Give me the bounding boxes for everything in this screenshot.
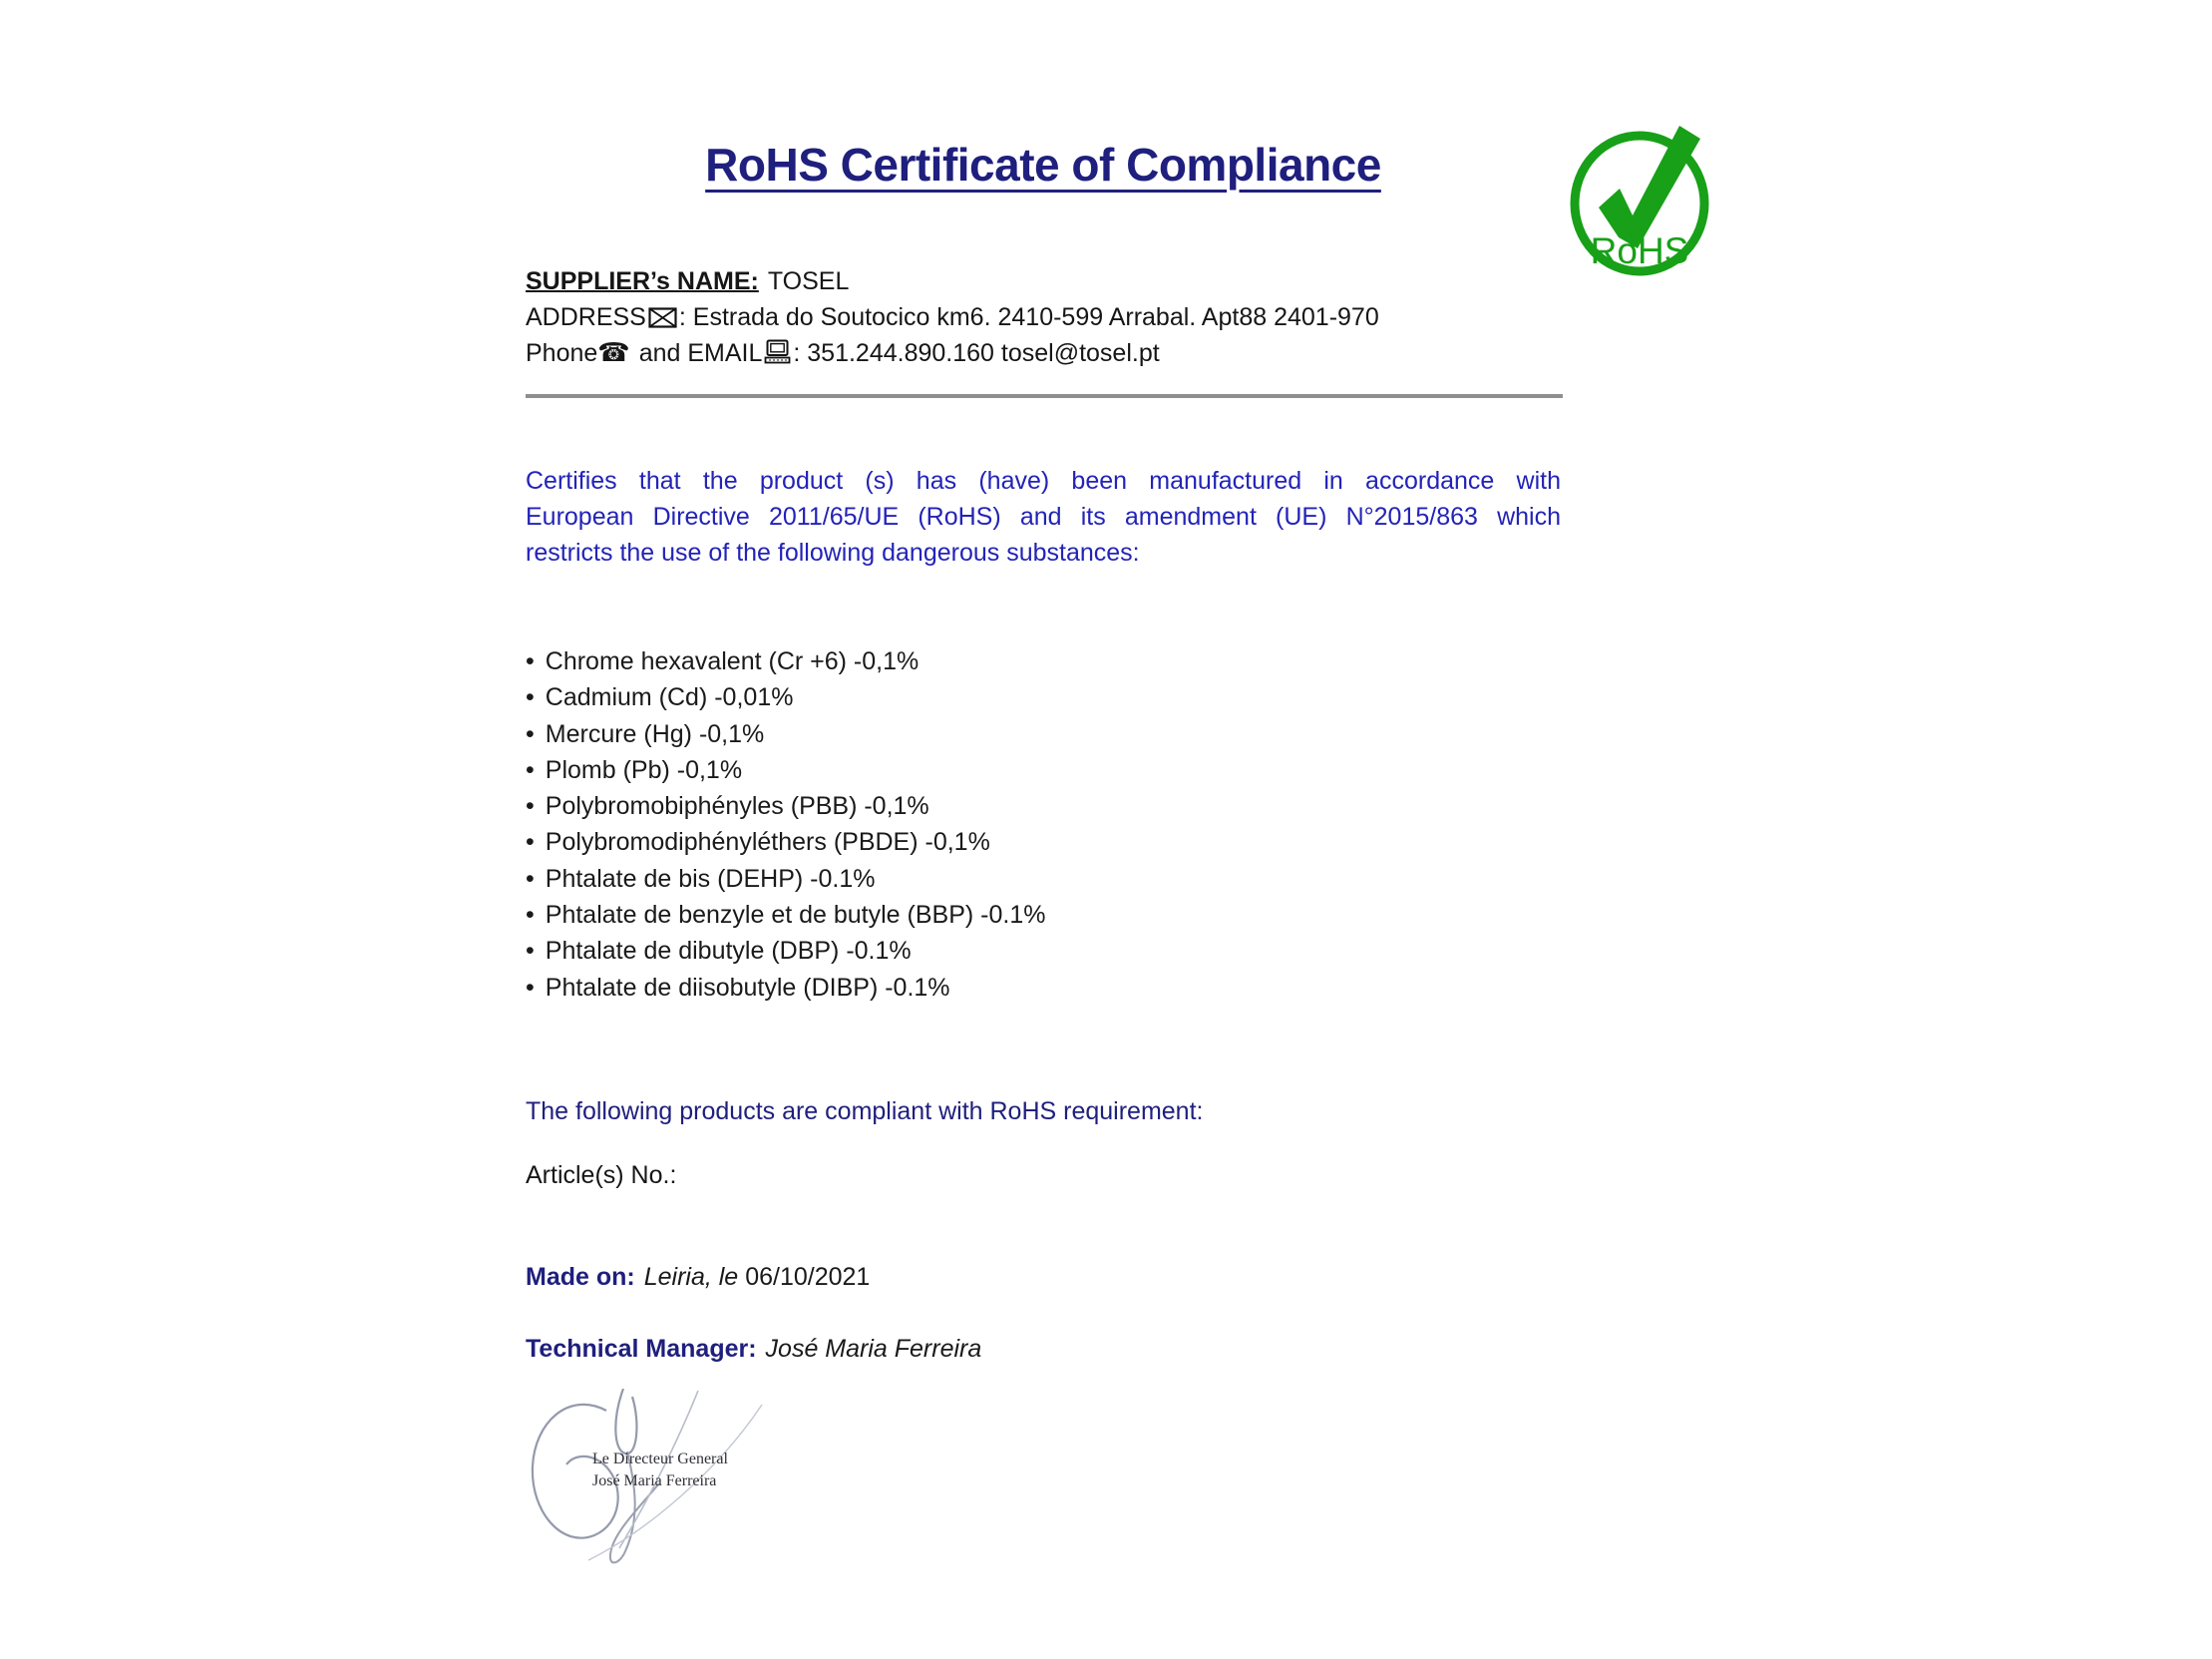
list-item: • Polybromobiphényles (PBB) -0,1%	[526, 788, 1561, 824]
supplier-block	[526, 263, 1561, 371]
technical-manager-name: José Maria Ferreira	[765, 1335, 982, 1363]
list-item: • Mercure (Hg) -0,1%	[526, 716, 1561, 752]
envelope-icon	[648, 307, 677, 328]
supplier-address-line	[526, 299, 1561, 335]
phone-label: Phone	[526, 339, 598, 367]
contact-value: : 351.244.890.160 tosel@tosel.pt	[793, 339, 1160, 367]
made-on-line	[526, 1263, 1561, 1292]
supplier-name-line	[526, 263, 1561, 299]
made-on-label: Made on:	[526, 1263, 635, 1291]
technical-manager-label: Technical Manager:	[526, 1335, 757, 1363]
certification-paragraph	[526, 463, 1561, 571]
telephone-icon: ☎	[597, 338, 630, 368]
list-item: • Chrome hexavalent (Cr +6) -0,1%	[526, 643, 1561, 679]
made-on-place: Leiria, le	[643, 1263, 739, 1291]
list-item: • Cadmium (Cd) -0,01%	[526, 679, 1561, 715]
rohs-logo	[1568, 118, 1715, 277]
made-on-date: 06/10/2021	[745, 1263, 871, 1291]
email-label: and EMAIL	[638, 339, 763, 367]
rohs-logo-label: RoHS	[1590, 230, 1689, 271]
articles-label: Article(s) No.:	[526, 1161, 677, 1189]
list-item: • Plomb (Pb) -0,1%	[526, 752, 1561, 788]
signature-stamp	[592, 1449, 728, 1492]
stamp-line-2: José Maria Ferreira	[592, 1472, 717, 1489]
substances-list	[526, 643, 1561, 1006]
divider-rule	[526, 394, 1563, 398]
signature-stroke	[615, 1389, 636, 1453]
list-item: • Polybromodiphényléthers (PBDE) -0,1%	[526, 824, 1561, 860]
certification-line-1: Certifies that the product (s) has (have) been manufactured in accordance with	[526, 467, 1561, 495]
supplier-name-value: TOSEL	[767, 267, 850, 295]
list-item: • Phtalate de benzyle et de butyle (BBP) -0.1%	[526, 897, 1561, 933]
technical-manager-line	[526, 1335, 1561, 1364]
stamp-line-1: Le Directeur General	[592, 1451, 728, 1467]
address-value: : Estrada do Soutocico km6. 2410-599 Arrabal. Apt88 2401-970	[678, 303, 1379, 331]
page-title: RoHS Certificate of Compliance	[705, 139, 1381, 191]
supplier-name-label: SUPPLIER’s NAME:	[526, 267, 759, 295]
list-item: • Phtalate de bis (DEHP) -0.1%	[526, 861, 1561, 897]
list-item: • Phtalate de dibutyle (DBP) -0.1%	[526, 933, 1561, 969]
compliance-statement: The following products are compliant with RoHS requirement:	[526, 1097, 1204, 1125]
computer-icon	[764, 339, 791, 364]
address-label: ADDRESS	[526, 303, 646, 331]
certification-line-3: restricts the use of the following dangerous substances:	[526, 539, 1140, 567]
list-item: • Phtalate de diisobutyle (DIBP) -0.1%	[526, 970, 1561, 1006]
supplier-contact-line	[526, 335, 1561, 371]
certification-line-2: European Directive 2011/65/UE (RoHS) and its amendment (UE) N°2015/863 which	[526, 503, 1561, 531]
